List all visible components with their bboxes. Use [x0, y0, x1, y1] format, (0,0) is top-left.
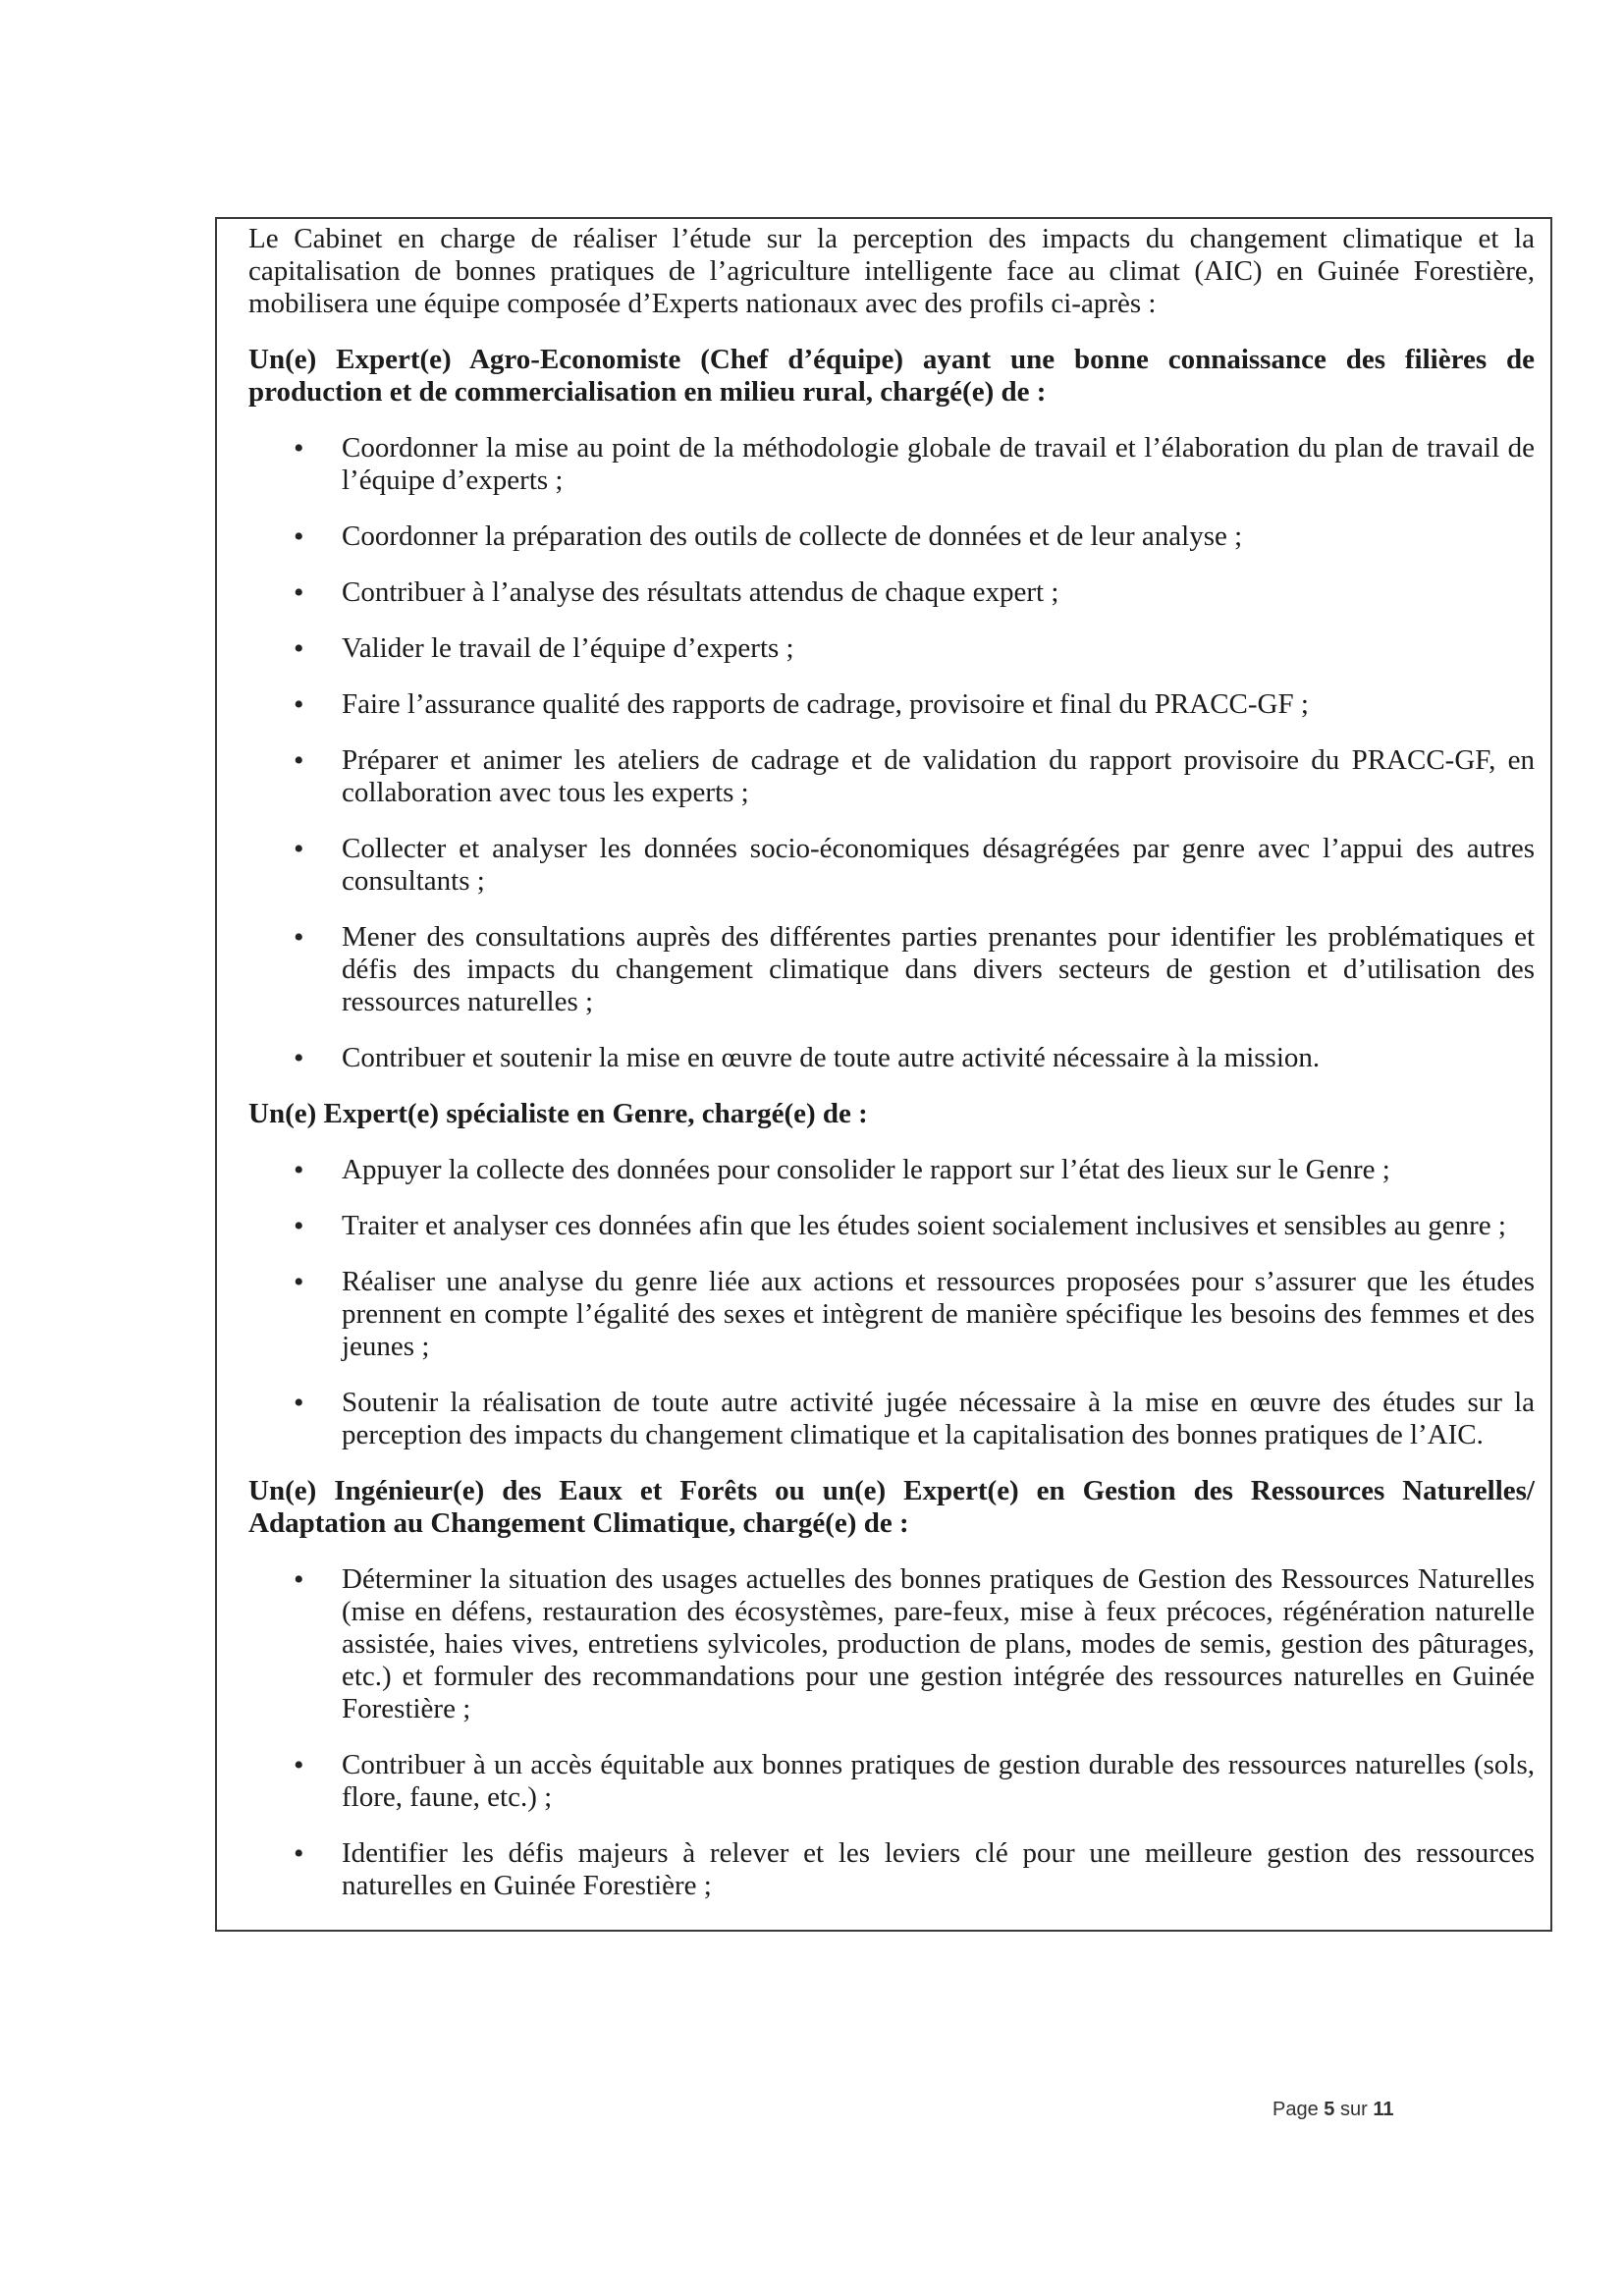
page-footer: [1272, 2099, 1393, 2121]
list-item: • Valider le travail de l’équipe d’experts ;: [248, 632, 1535, 665]
page-label: Page: [1272, 2099, 1319, 2120]
expert-profiles-box: [215, 217, 1552, 1932]
intro-paragraph: Le Cabinet en charge de réaliser l’étude sur la perception des impacts du changement climatique et la capitalisation de bonnes pratiques de l’agriculture intelligente face au climat (AIC) en Guinée Forestière, mobilisera une équipe composée d’Experts nationaux avec des profils ci-après :: [248, 223, 1535, 319]
list-item: • Préparer et animer les ateliers de cadrage et de validation du rapport provisoire du PRACC-GF, en collaboration avec tous les experts ;: [248, 744, 1535, 809]
list-item: • Soutenir la réalisation de toute autre activité jugée nécessaire à la mise en œuvre des études sur la perception des impacts du changement climatique et la capitalisation des bonnes pratiques de l’AIC.: [248, 1387, 1535, 1451]
list-item: • Contribuer et soutenir la mise en œuvre de toute autre activité nécessaire à la mission.: [248, 1042, 1535, 1074]
page-number: 5: [1324, 2099, 1335, 2120]
list-item: • Mener des consultations auprès des différentes parties prenantes pour identifier les problématiques et défis des impacts du changement climatique dans divers secteurs de gestion et d’utilisation des ressources naturelles ;: [248, 921, 1535, 1018]
list-item: • Faire l’assurance qualité des rapports de cadrage, provisoire et final du PRACC-GF ;: [248, 688, 1535, 721]
natural-resources-task-list: [248, 1563, 1535, 1902]
list-item: • Appuyer la collecte des données pour consolider le rapport sur l’état des lieux sur le Genre ;: [248, 1154, 1535, 1186]
page-separator: sur: [1339, 2099, 1368, 2120]
section-heading-gender-specialist: Un(e) Expert(e) spécialiste en Genre, chargé(e) de :: [248, 1098, 868, 1129]
list-item: • Traiter et analyser ces données afin que les études soient socialement inclusives et sensibles au genre ;: [248, 1210, 1535, 1242]
list-item: • Contribuer à l’analyse des résultats attendus de chaque expert ;: [248, 576, 1535, 609]
list-item: • Identifier les défis majeurs à relever et les leviers clé pour une meilleure gestion des ressources naturelles en Guinée Forestière ;: [248, 1837, 1535, 1902]
gender-specialist-task-list: [248, 1154, 1535, 1451]
list-item: • Collecter et analyser les données socio-économiques désagrégées par genre avec l’appui des autres consultants ;: [248, 833, 1535, 898]
section-heading-agro-economist: Un(e) Expert(e) Agro-Economiste (Chef d’équipe) ayant une bonne connaissance des filières de production et de commercialisation en milieu rural, chargé(e) de :: [248, 344, 1535, 408]
list-item: • Déterminer la situation des usages actuelles des bonnes pratiques de Gestion des Ressources Naturelles (mise en défens, restauration des écosystèmes, pare-feux, mise à feux précoces, régénération naturelle assistée, haies vives, entretiens sylvicoles, production de plans, modes de semis, gestion des pâturages, etc.) et formuler des recommandations pour une gestion intégrée des ressources naturelles en Guinée Forestière ;: [248, 1563, 1535, 1725]
list-item: • Contribuer à un accès équitable aux bonnes pratiques de gestion durable des ressources naturelles (sols, flore, faune, etc.) ;: [248, 1749, 1535, 1814]
list-item: • Réaliser une analyse du genre liée aux actions et ressources proposées pour s’assurer que les études prennent en compte l’égalité des sexes et intègrent de manière spécifique les besoins des femmes et des jeunes ;: [248, 1266, 1535, 1363]
total-pages: 11: [1373, 2099, 1394, 2120]
section-heading-natural-resources: Un(e) Ingénieur(e) des Eaux et Forêts ou un(e) Expert(e) en Gestion des Ressources Naturelles/ Adaptation au Changement Climatique, chargé(e) de :: [248, 1475, 1535, 1539]
list-item: • Coordonner la préparation des outils de collecte de données et de leur analyse ;: [248, 520, 1535, 553]
list-item: • Coordonner la mise au point de la méthodologie globale de travail et l’élaboration du plan de travail de l’équipe d’experts ;: [248, 432, 1535, 497]
agro-economist-task-list: [248, 432, 1535, 1074]
